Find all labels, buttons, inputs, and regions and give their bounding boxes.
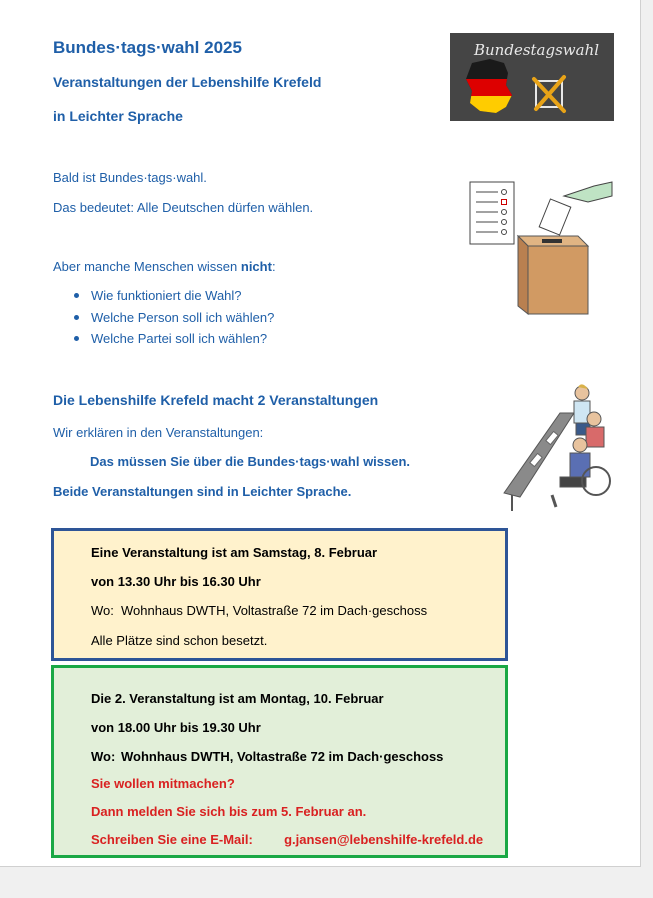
events-line-3: Beide Veranstaltungen sind in Leichter Sprache. [53, 484, 352, 499]
bullet-icon [74, 293, 79, 298]
email-link[interactable]: g.jansen@lebenshilfe-krefeld.de [284, 832, 484, 847]
event-2-box [51, 665, 508, 858]
event-2-cta-question: Sie wollen mitmachen? [91, 776, 235, 791]
list-item: Wie funktioniert die Wahl? [53, 288, 274, 310]
intro-line-3 [53, 259, 276, 274]
intro-line-3-text: Aber manche Menschen wissen [53, 259, 241, 274]
bundestagswahl-logo [450, 33, 614, 121]
event-2-location [91, 749, 443, 764]
subtitle-language: in Leichter Sprache [53, 108, 183, 124]
event-1-box [51, 528, 508, 661]
question-list [53, 288, 274, 353]
event-1-date: Eine Veranstaltung ist am Samstag, 8. Februar [91, 545, 378, 560]
location-label: Wo: [91, 603, 114, 618]
intro-line-3-emphasis: nicht [240, 259, 272, 274]
intro-line-2: Das bedeutet: Alle Deutschen dürfen wählen. [53, 200, 314, 215]
location-label: Wo: [91, 749, 116, 764]
email-label: Schreiben Sie eine E-Mail: [91, 832, 253, 847]
intro-line-1: Bald ist Bundes·tags·wahl. [53, 170, 207, 185]
list-item: Welche Partei soll ich wählen? [53, 331, 274, 353]
page-title: Bundes·tags·wahl 2025 [53, 38, 242, 57]
bullet-icon [74, 336, 79, 341]
location-text: Wohnhaus DWTH, Voltastraße 72 im Dach·geschoss [121, 603, 428, 618]
events-line-2: Das müssen Sie über die Bundes·tags·wahl wissen. [90, 454, 411, 469]
event-1-location [91, 603, 427, 618]
event-2-email-line [91, 832, 483, 847]
location-text: Wohnhaus DWTH, Voltastraße 72 im Dach·geschoss [121, 749, 444, 764]
events-heading: Die Lebenshilfe Krefeld macht 2 Veranstaltungen [53, 392, 379, 408]
bullet-icon [74, 315, 79, 320]
logo-lettering: Bundestagswahl [474, 41, 600, 59]
intro-line-3-colon: : [271, 259, 276, 274]
event-1-note: Alle Plätze sind schon besetzt. [91, 633, 268, 648]
event-1-time: von 13.30 Uhr bis 16.30 Uhr [91, 574, 261, 589]
event-2-date: Die 2. Veranstaltung ist am Montag, 10. Februar [91, 691, 384, 706]
events-line-1: Wir erklären in den Veranstaltungen: [53, 425, 264, 440]
event-2-time: von 18.00 Uhr bis 19.30 Uhr [91, 720, 261, 735]
ballot-box-illustration [468, 178, 614, 318]
meeting-illustration [500, 383, 614, 513]
list-item: Welche Person soll ich wählen? [53, 310, 274, 332]
subtitle: Veranstaltungen der Lebenshilfe Krefeld [53, 74, 322, 90]
event-2-cta-register: Dann melden Sie sich bis zum 5. Februar an. [91, 804, 367, 819]
